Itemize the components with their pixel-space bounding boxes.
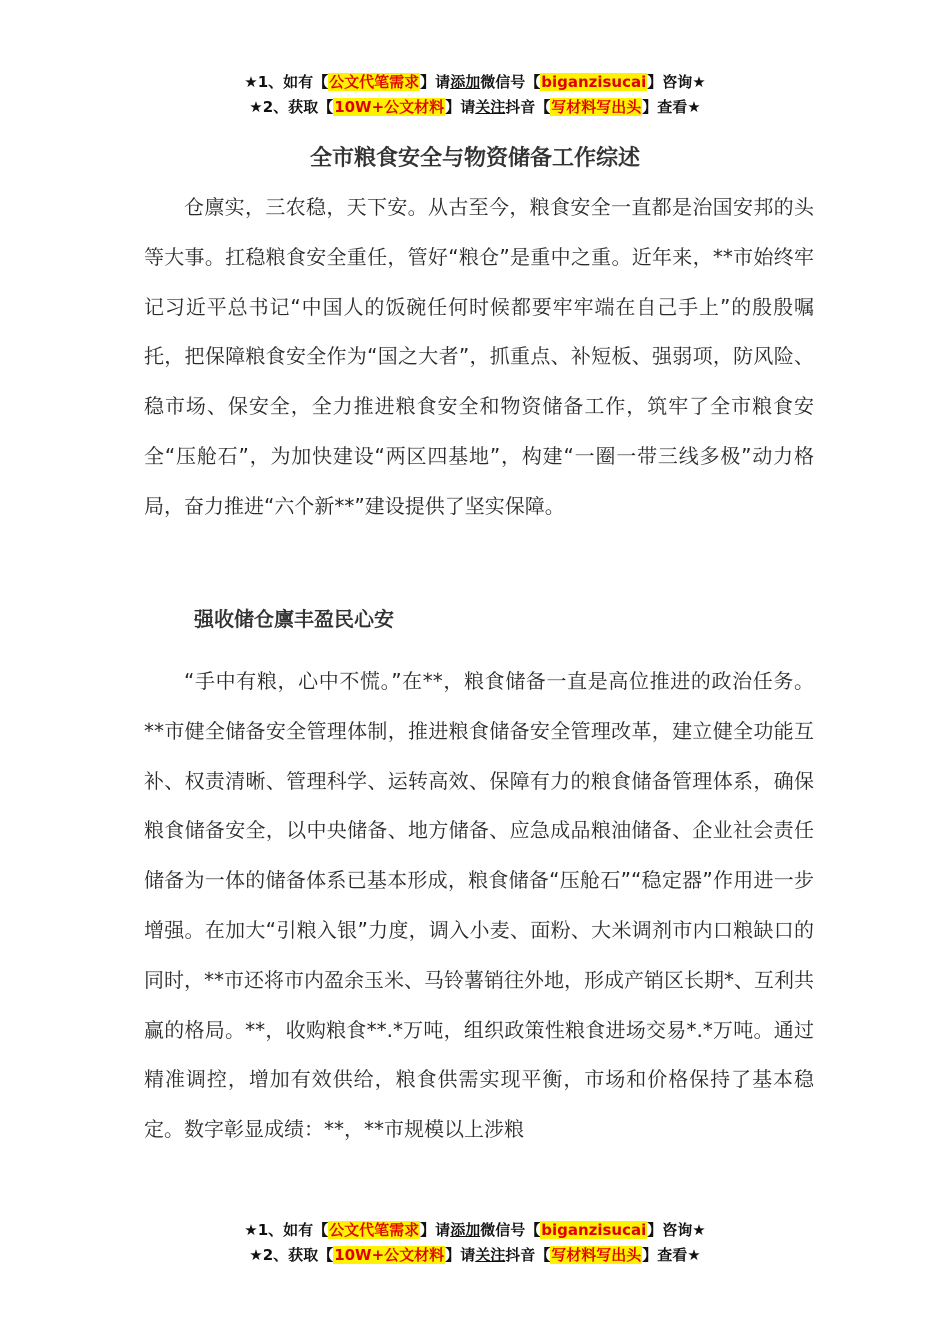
promo-line-2 <box>0 1243 950 1268</box>
promo-text: ★2、获取【 <box>249 1246 334 1264</box>
promo-emphasis: 关注 <box>475 98 506 116</box>
promo-text: 】咨询★ <box>647 73 706 91</box>
promo-text: 抖音【 <box>505 98 551 116</box>
promo-highlight: 公文代笔需求 <box>329 73 420 91</box>
promo-line-2 <box>0 95 950 120</box>
promo-highlight-wechat-id: biganzisucai <box>541 73 647 91</box>
promo-highlight-douyin-id: 写材料写出头 <box>551 1246 642 1264</box>
promo-banner-bottom <box>0 1218 950 1268</box>
document-title: 全市粮食安全与物资储备工作综述 <box>309 145 640 171</box>
promo-text: 】请 <box>445 1246 476 1264</box>
promo-highlight-wechat-id: biganzisucai <box>541 1221 647 1239</box>
promo-text: 】请 <box>420 1221 451 1239</box>
promo-text: 】请 <box>420 73 451 91</box>
section-paragraph: “手中有粮，心中不慌。”在**，粮食储备一直是高位推进的政治任务。**市健全储备安全管理体制，推进粮食储备安全管理改革，建立健全功能互补、权责清晰、管理科学、运转高效、保障有力的粮食储备管理体系，确保粮食储备安全，以中央储备、地方储备、应急成品粮油储备、企业社会责任储备为一体的储备体系已基本形成，粮食储备“压舱石”“稳定器”作用进一步增强。在加大“引粮入银”力度，调入小麦、面粉、大米调剂市内口粮缺口的同时，**市还将市内盈余玉米、马铃薯销往外地，形成产销区长期*、互利共赢的格局。**，收购粮食**.*万吨，组织政策性粮食进场交易*.*万吨。通过精准调控，增加有效供给，粮食供需实现平衡，市场和价格保持了基本稳定。数字彰显成绩：**，**市规模以上涉粮 <box>144 669 814 1142</box>
promo-highlight: 公文代笔需求 <box>329 1221 420 1239</box>
promo-highlight-douyin-id: 写材料写出头 <box>551 98 642 116</box>
promo-text: 】查看★ <box>642 1246 701 1264</box>
promo-line-1 <box>0 70 950 95</box>
promo-text: ★1、如有【 <box>244 73 329 91</box>
intro-paragraph: 仓廪实，三农稳，天下安。从古至今，粮食安全一直都是治国安邦的头等大事。扛稳粮食安全重任，管好“粮仓”是重中之重。近年来，**市始终牢记习近平总书记“中国人的饭碗任何时候都要牢牢端在自己手上”的殷殷嘱托，把保障粮食安全作为“国之大者”，抓重点、补短板、强弱项，防风险、稳市场、保安全，全力推进粮食安全和物资储备工作，筑牢了全市粮食安全“压舱石”，为加快建设“两区四基地”，构建“一圈一带三线多极”动力格局，奋力推进“六个新**”建设提供了坚实保障。 <box>144 195 814 518</box>
promo-text: 】咨询★ <box>647 1221 706 1239</box>
promo-text: ★1、如有【 <box>244 1221 329 1239</box>
promo-text: ★2、获取【 <box>249 98 334 116</box>
section-body <box>144 657 814 1155</box>
promo-text: 微信号【 <box>480 1221 541 1239</box>
intro-section <box>144 183 814 532</box>
promo-highlight: 10W+公文材料 <box>334 1246 445 1264</box>
promo-banner-top <box>0 70 950 120</box>
promo-emphasis: 添加 <box>450 1221 481 1239</box>
promo-highlight: 10W+公文材料 <box>334 98 445 116</box>
promo-emphasis: 添加 <box>450 73 481 91</box>
promo-text: 微信号【 <box>480 73 541 91</box>
section-heading: 强收储仓廪丰盈民心安 <box>194 607 394 631</box>
promo-text: 】查看★ <box>642 98 701 116</box>
promo-emphasis: 关注 <box>475 1246 506 1264</box>
promo-text: 抖音【 <box>505 1246 551 1264</box>
promo-line-1 <box>0 1218 950 1243</box>
promo-text: 】请 <box>445 98 476 116</box>
